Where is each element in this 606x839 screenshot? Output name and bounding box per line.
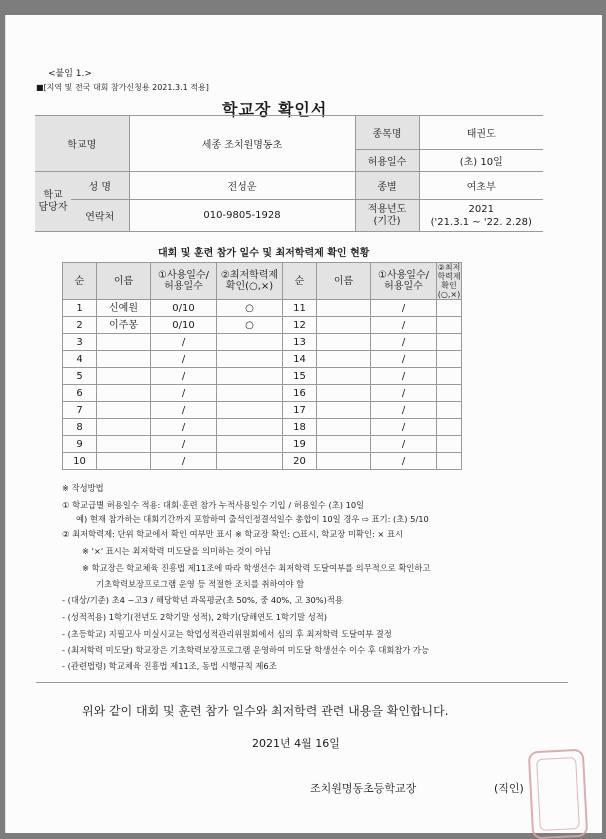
table-row [63,351,462,368]
row-no: 7 [63,402,97,419]
row-check-right [437,419,462,436]
table-row [63,402,462,419]
row-name-right [317,402,371,419]
manager-label-line2: 담당자 [38,201,68,213]
row-name-right [317,419,371,436]
row-check-right [437,385,462,402]
row-no-right: 11 [283,300,317,317]
row-name [97,436,151,453]
info-table [35,115,543,232]
row-name-right [317,300,371,317]
note-4b: 기초학력보장프로그램 운영 등 적절한 조치를 취하여야 함 [96,579,305,589]
row-days-right: / [371,453,437,470]
manager-label-line1: 학교 [43,189,63,201]
official-seal-stamp [528,749,589,839]
row-no-right: 18 [283,419,317,436]
confirm-statement: 위와 같이 대회 및 훈련 참가 일수와 최저학력 관련 내용을 확인합니다. [82,704,449,718]
row-name [97,334,151,351]
row-no-right: 20 [283,453,317,470]
table-row [63,334,462,351]
year-label [355,200,419,232]
row-check [217,453,283,470]
row-no: 2 [63,317,97,334]
school-name-value: 세종 조치원명동초 [129,116,355,172]
contact-value: 010-9805-1928 [129,200,355,232]
sport-label: 종목명 [355,116,419,150]
school-name-label: 학교명 [35,116,129,172]
row-no-right: 12 [283,317,317,334]
header-days-right-line2: 허용일수 [384,281,423,292]
year-value [419,200,543,232]
allowed-days-label: 허용일수 [355,150,419,172]
row-days: / [151,402,217,419]
note-4: ※ 학교장은 학교체육 진흥법 제11조에 따라 학생선수 최저학력 도달여부를 의무적으로 확인하고 [82,563,431,573]
row-no: 10 [63,453,97,470]
header-min-line1: ②최저학력제 [220,270,279,281]
annex-label: <붙임 1.> [48,69,92,79]
list-title: 대회 및 훈련 참가 일수 및 최저학력제 확인 현황 [158,248,370,259]
row-name [97,351,151,368]
row-name [97,453,151,470]
name-label: 성 명 [71,172,129,200]
row-no-right: 19 [283,436,317,453]
note-1: ① 학교급별 허용일수 적용: 대회·훈련 참가 누적사용일수 기입 / 허용일수 (초) 10일 [62,500,365,510]
row-name [97,385,151,402]
table-row [63,419,462,436]
row-name-right [317,368,371,385]
table-row [63,368,462,385]
row-no: 6 [63,385,97,402]
row-check [217,385,283,402]
note-2: ② 최저학력제: 단위 학교에서 확인 여부만 표시 ※ 학교장 확인: ○표시, 학교장 미확인: × 표시 [62,529,404,539]
header-no: 순 [63,263,97,300]
header-min-right-line1: ②최저학력제 [437,263,461,281]
participation-table [62,262,462,470]
row-no: 5 [63,368,97,385]
issue-date: 2021년 4월 16일 [252,737,340,750]
row-no-right: 15 [283,368,317,385]
row-name: 신예원 [97,300,151,317]
row-days: / [151,334,217,351]
row-name-right [317,385,371,402]
note-6: - (성적적용) 1학기(전년도 2학기말 성적), 2학기(당해연도 1학기말 성적) [62,612,328,622]
row-check-right [437,300,462,317]
row-days-right: / [371,300,437,317]
header-days-right-line1: ①사용일수/ [378,270,429,281]
header-name: 이름 [97,263,151,300]
row-name-right [317,436,371,453]
table-row [63,453,462,470]
header-days-right [371,263,437,300]
row-check [217,402,283,419]
notes-divider [36,682,568,683]
form-note: ■[지역 및 전국 대회 참가신청용 2021.3.1 적용] [36,83,209,92]
header-days-line1: ①사용일수/ [158,270,209,281]
sport-value: 태권도 [419,116,543,150]
contact-label: 연락처 [71,200,129,232]
row-name-right [317,453,371,470]
row-no: 8 [63,419,97,436]
row-days-right: / [371,385,437,402]
row-check-right [437,351,462,368]
header-no-right: 순 [283,263,317,300]
header-days [151,263,217,300]
header-min-right-line2: 확인(○,×) [437,281,461,299]
row-check: ○ [217,300,283,317]
row-days-right: / [371,351,437,368]
row-name-right [317,317,371,334]
category-value: 여초부 [419,172,543,200]
header-min-line2: 확인(○,×) [225,281,274,292]
name-value: 전성운 [129,172,355,200]
row-no: 3 [63,334,97,351]
table-row [63,300,462,317]
signer-name: 조치원명동초등학교장 [310,782,417,795]
row-days: 0/10 [151,317,217,334]
header-min-right [437,263,462,300]
row-check [217,419,283,436]
note-9: - (관련법령) 학교체육 진흥법 제11조, 동법 시행규칙 제6조 [62,661,277,671]
row-days-right: / [371,317,437,334]
note-1b: 예) 현재 참가하는 대회기간까지 포함하여 출석인정결석일수 총합이 10일 경우 ⇨ 표기: (초) 5/10 [76,514,429,524]
row-check-right [437,436,462,453]
row-days-right: / [371,436,437,453]
row-days-right: / [371,368,437,385]
row-no-right: 17 [283,402,317,419]
row-check [217,351,283,368]
note-7: - (초등학교) 지필고사 미실시교는 학업성적관리위원회에서 심의 후 최저학력 도달여부 결정 [62,629,392,639]
note-8: - (최저학력 미도달) 학교장은 기초학력보장프로그램 운영하여 미도달 학생선수 이수 후 대회참가 가능 [62,645,430,655]
row-name-right [317,334,371,351]
notes-heading: ※ 작성방법 [62,483,104,493]
row-days-right: / [371,402,437,419]
row-days: / [151,368,217,385]
row-check [217,436,283,453]
year-label-line1: 적용년도 [367,203,407,215]
row-no: 9 [63,436,97,453]
row-days-right: / [371,419,437,436]
allowed-days-value: (초) 10일 [419,150,543,172]
row-days: / [151,385,217,402]
row-name: 이주몽 [97,317,151,334]
row-name [97,419,151,436]
row-check [217,368,283,385]
row-days: 0/10 [151,300,217,317]
note-5: - (대상/기준) 초4 ~고3 / 해당학년 과목평균(초 50%, 중 40%, 고 30%)적용 [62,595,343,605]
row-days-right: / [371,334,437,351]
row-days: / [151,351,217,368]
row-name-right [317,351,371,368]
row-name [97,368,151,385]
year-label-line2: (기간) [373,215,401,227]
row-no-right: 14 [283,351,317,368]
row-no-right: 16 [283,385,317,402]
row-check-right [437,402,462,419]
row-check-right [437,317,462,334]
table-row [63,317,462,334]
row-check-right [437,453,462,470]
header-days-line2: 허용일수 [164,281,203,292]
table-row [63,385,462,402]
row-no-right: 13 [283,334,317,351]
header-name-right: 이름 [317,263,371,300]
row-check [217,334,283,351]
row-no: 1 [63,300,97,317]
row-days: / [151,419,217,436]
row-check: ○ [217,317,283,334]
seal-label: (직인) [494,782,524,795]
row-no: 4 [63,351,97,368]
note-3: ※ '×' 표시는 최저학력 미도달을 의미하는 것이 아님 [82,546,272,556]
manager-label [35,172,71,232]
header-min [217,263,283,300]
row-days: / [151,436,217,453]
category-label: 종별 [355,172,419,200]
table-row [63,436,462,453]
document-title: 학교장 확인서 [222,100,328,119]
year-value-line1: 2021 [468,203,494,215]
row-check-right [437,368,462,385]
row-check-right [437,334,462,351]
row-name [97,402,151,419]
year-value-line2: ('21.3.1 ~ '22. 2.28) [430,216,532,228]
row-days: / [151,453,217,470]
